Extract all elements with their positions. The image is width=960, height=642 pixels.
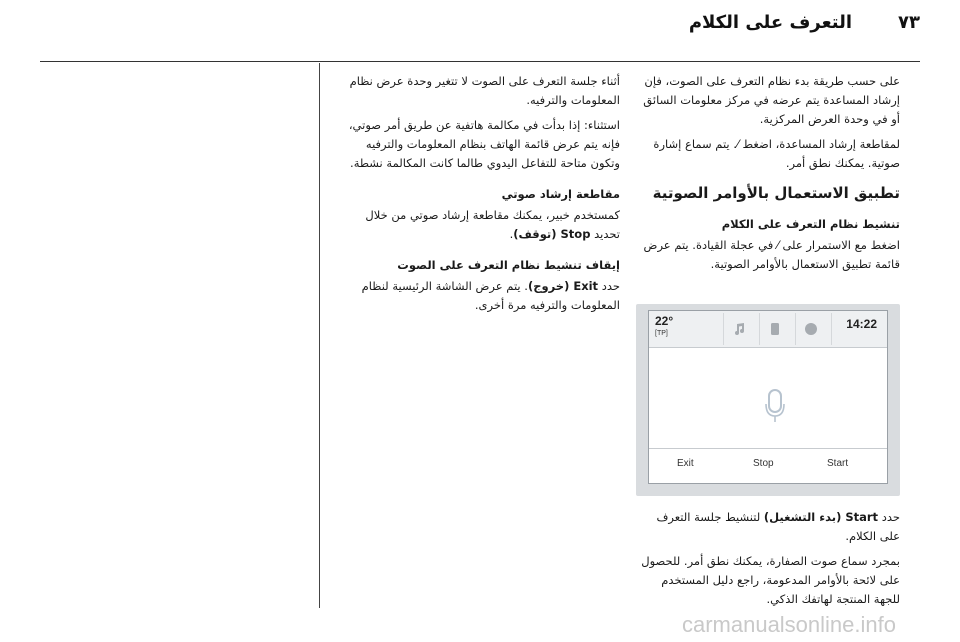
paragraph: أثناء جلسة التعرف على الصوت لا تتغير وحدة عرض نظام المعلومات والترفيه. — [349, 74, 620, 107]
header-rule — [40, 61, 920, 62]
text-run: حدد — [601, 279, 620, 293]
page-number: ٧٣ — [898, 12, 920, 33]
text-run: كمستخدم خبير، يمكنك مقاطعة إرشاد صوتي من خلال تحديد — [365, 208, 620, 241]
paragraph: بمجرد سماع صوت الصفارة، يمكنك نطق أمر. للحصول على لائحة بالأوامر المدعومة، راجع دليل المستخدم للجهة المنتجة لهاتفك الذكي. — [641, 554, 900, 606]
voice-screen-illustration — [636, 304, 900, 496]
column-divider — [319, 63, 320, 608]
paragraph — [636, 508, 900, 546]
music-icon — [723, 313, 754, 345]
right-column-continued — [636, 508, 900, 615]
subheading: مقاطعة إرشاد صوتي — [501, 187, 620, 201]
page-title: التعرف على الكلام — [688, 12, 852, 33]
keyword-start: Start (بدء التشغيل) — [763, 510, 879, 524]
page-header — [40, 10, 920, 50]
record-icon — [795, 313, 826, 345]
tp-indicator: [TP] — [655, 330, 668, 337]
text-run: . — [509, 227, 514, 241]
paragraph: استثناء: إذا بدأت في مكالمة هاتفية عن طريق أمر صوتي، فإنه يتم عرض قائمة الهاتف بنظام المعلومات والترفيه وتكون متاحة للتفاعل اليدوي طالما كانت المكالمة نشطة. — [348, 118, 620, 170]
phone-icon — [759, 313, 790, 345]
microphone-icon — [765, 389, 785, 423]
left-column — [336, 72, 620, 321]
paragraph: على حسب طريقة بدء نظام التعرف على الصوت، فإن إرشاد المساعدة يتم عرضه في مركز معلومات السائق أو في وحدة العرض المركزية. — [643, 74, 900, 126]
paragraph: اضغط مع الاستمرار على ⁄ في عجلة القيادة. يتم عرض قائمة تطبيق الاستعمال بالأوامر الصوتية. — [643, 238, 900, 271]
screen-button-row — [649, 448, 887, 483]
paragraph — [336, 206, 620, 244]
text-run: حدد — [881, 510, 900, 524]
start-button[interactable]: Start — [827, 458, 849, 469]
paragraph — [336, 277, 620, 315]
clock-readout: 14:22 — [846, 317, 877, 331]
right-column — [636, 72, 900, 280]
keyword-exit: Exit (خروج) — [527, 279, 599, 293]
subheading: إيقاف تنشيط نظام التعرف على الصوت — [397, 258, 620, 272]
stop-button[interactable]: Stop — [753, 458, 774, 469]
exit-button[interactable]: Exit — [677, 458, 694, 469]
keyword-stop: Stop (توقف) — [513, 227, 591, 241]
watermark: carmanualsonline.info — [681, 612, 896, 637]
text-run: لتنشيط جلسة التعرف على الكلام. — [656, 510, 900, 543]
text-run: . يتم عرض الشاشة الرئيسية لنظام المعلومات والترفيه مرة أخرى. — [361, 279, 620, 312]
subheading: تنشيط نظام التعرف على الكلام — [721, 217, 900, 231]
section-heading: تطبيق الاستعمال بالأوامر الصوتية — [652, 184, 900, 202]
screen-display — [648, 310, 888, 484]
temperature-readout: 22° — [655, 314, 674, 328]
paragraph: لمقاطعة إرشاد المساعدة، اضغط ⁄. يتم سماع إشارة صوتية. يمكنك نطق أمر. — [653, 137, 900, 170]
screen-topbar — [649, 311, 887, 348]
topbar-separator — [831, 313, 833, 345]
